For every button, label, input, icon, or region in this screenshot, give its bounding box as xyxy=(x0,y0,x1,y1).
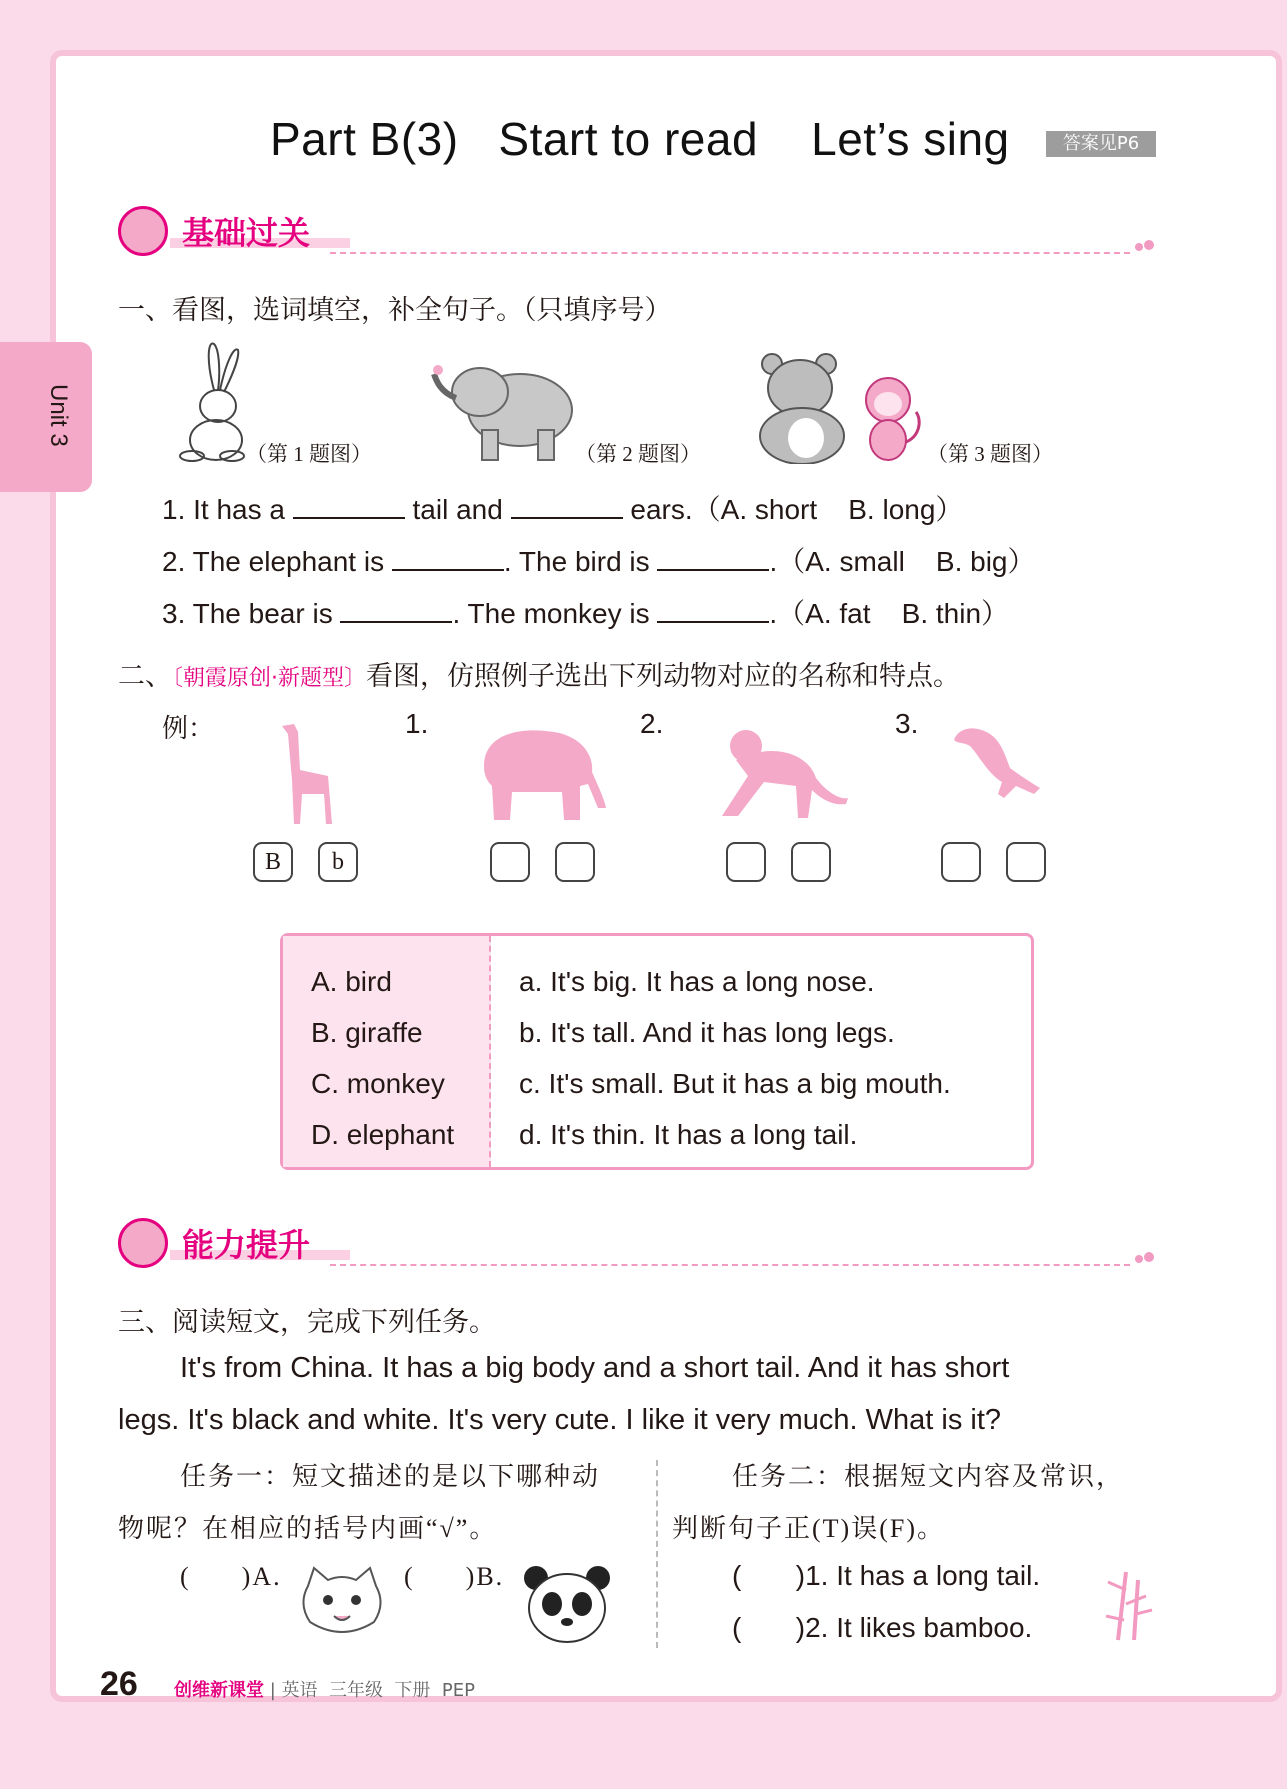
answer-blank[interactable] xyxy=(657,597,769,623)
q1-instruction: 一、看图，选词填空，补全句子。（只填序号） xyxy=(118,295,672,326)
task2-line-2: 判断句子正(T)误(F)。 xyxy=(672,1514,945,1543)
task1-option-a[interactable]: ( )A. xyxy=(180,1562,282,1591)
name-option: B. giraffe xyxy=(311,1017,423,1048)
giraffe-silhouette-icon xyxy=(272,720,340,828)
mascot-avatar-icon xyxy=(118,1218,168,1268)
cat-face-icon xyxy=(296,1566,388,1646)
footer-brand: 创维新课堂 xyxy=(174,1680,264,1701)
q1-item-2: 2. The elephant is . The bird is .（A. small B. big） xyxy=(162,546,1036,577)
answer-box[interactable] xyxy=(1006,842,1046,882)
options-text: （A. small B. big） xyxy=(777,546,1036,577)
task1-option-b[interactable]: ( )B. xyxy=(404,1562,505,1591)
q2-tag: 〔朝霞原创·新题型〕 xyxy=(172,666,366,691)
answer-blank[interactable] xyxy=(392,545,504,571)
example-answer-box: b xyxy=(318,842,358,882)
panda-face-icon xyxy=(522,1562,612,1648)
feature-option: c. It's small. But it has a big mouth. xyxy=(519,1068,951,1099)
passage-line-2: legs. It's black and white. It's very cute. I like it very much. What is it? xyxy=(118,1404,1001,1436)
answer-box[interactable] xyxy=(791,842,831,882)
q1-item-1: 1. It has a tail and ears.（A. short B. long） xyxy=(162,494,964,525)
answer-blank[interactable] xyxy=(293,493,405,519)
bird-silhouette-icon xyxy=(950,724,1042,804)
page-number: 26 xyxy=(100,1665,138,1703)
dots-icon xyxy=(1134,1250,1156,1264)
answer-box[interactable] xyxy=(490,842,530,882)
task2-line-1: 任务二：根据短文内容及常识， xyxy=(732,1462,1125,1491)
answer-box[interactable] xyxy=(941,842,981,882)
rabbit-illustration-icon xyxy=(176,340,256,466)
task2-item-2[interactable]: ( )2. It likes bamboo. xyxy=(732,1612,1033,1643)
item-number-1: 1. xyxy=(405,708,429,739)
feature-option: b. It's tall. And it has long legs. xyxy=(519,1017,895,1048)
monkey-illustration-icon xyxy=(858,376,924,470)
caption-fig1: （第 1 题图） xyxy=(246,442,372,466)
bamboo-icon xyxy=(1098,1570,1156,1646)
options-table xyxy=(280,933,1034,1170)
mascot-avatar-icon xyxy=(118,206,168,256)
passage-line-1: It's from China. It has a big body and a short tail. And it has short xyxy=(180,1352,1010,1384)
item-number-2: 2. xyxy=(640,708,664,739)
feature-option: d. It's thin. It has a long tail. xyxy=(519,1119,858,1150)
item-number-3: 3. xyxy=(895,708,919,739)
example-answer-box: B xyxy=(253,842,293,882)
footer-info: 创维新课堂 | 英语 三年级 下册 PEP xyxy=(174,1680,475,1701)
section-divider xyxy=(330,252,1130,254)
name-option: C. monkey xyxy=(311,1068,445,1099)
answer-box[interactable] xyxy=(726,842,766,882)
page-title: Part B(3) Start to read Let’s sing xyxy=(270,113,1010,165)
feature-option: a. It's big. It has a long nose. xyxy=(519,966,875,997)
example-label: 例： xyxy=(162,714,215,743)
options-text: （A. fat B. thin） xyxy=(777,598,1010,629)
monkey-silhouette-icon xyxy=(708,724,850,824)
name-option: A. bird xyxy=(311,966,392,997)
caption-fig2: （第 2 题图） xyxy=(575,442,701,466)
section-heading-basic: 基础过关 xyxy=(182,214,311,252)
task1-line-1: 任务一：短文描述的是以下哪种动 xyxy=(180,1462,601,1491)
options-text: （A. short B. long） xyxy=(692,494,964,525)
dots-icon xyxy=(1134,238,1156,252)
task2-item-1[interactable]: ( )1. It has a long tail. xyxy=(732,1560,1041,1591)
answer-blank[interactable] xyxy=(657,545,769,571)
elephant-illustration-icon xyxy=(430,356,576,470)
unit-label: Unit 3 xyxy=(45,383,72,447)
q2-instruction: 二、〔朝霞原创·新题型〕看图，仿照例子选出下列动物对应的名称和特点。 xyxy=(118,661,960,692)
answer-blank[interactable] xyxy=(511,493,623,519)
name-option: D. elephant xyxy=(311,1119,455,1150)
task1-line-2: 物呢？在相应的括号内画“√”。 xyxy=(118,1514,498,1543)
elephant-silhouette-icon xyxy=(476,726,608,826)
bear-illustration-icon xyxy=(756,352,848,468)
column-divider xyxy=(656,1460,658,1648)
answer-badge: 答案见P6 xyxy=(1046,131,1156,157)
q1-item-3: 3. The bear is . The monkey is .（A. fat B. thin） xyxy=(162,598,1010,629)
caption-fig3: （第 3 题图） xyxy=(927,442,1053,466)
answer-blank[interactable] xyxy=(340,597,452,623)
section-divider xyxy=(330,1264,1130,1266)
q3-instruction: 三、阅读短文，完成下列任务。 xyxy=(118,1307,496,1338)
answer-box[interactable] xyxy=(555,842,595,882)
section-heading-advanced: 能力提升 xyxy=(182,1226,311,1264)
